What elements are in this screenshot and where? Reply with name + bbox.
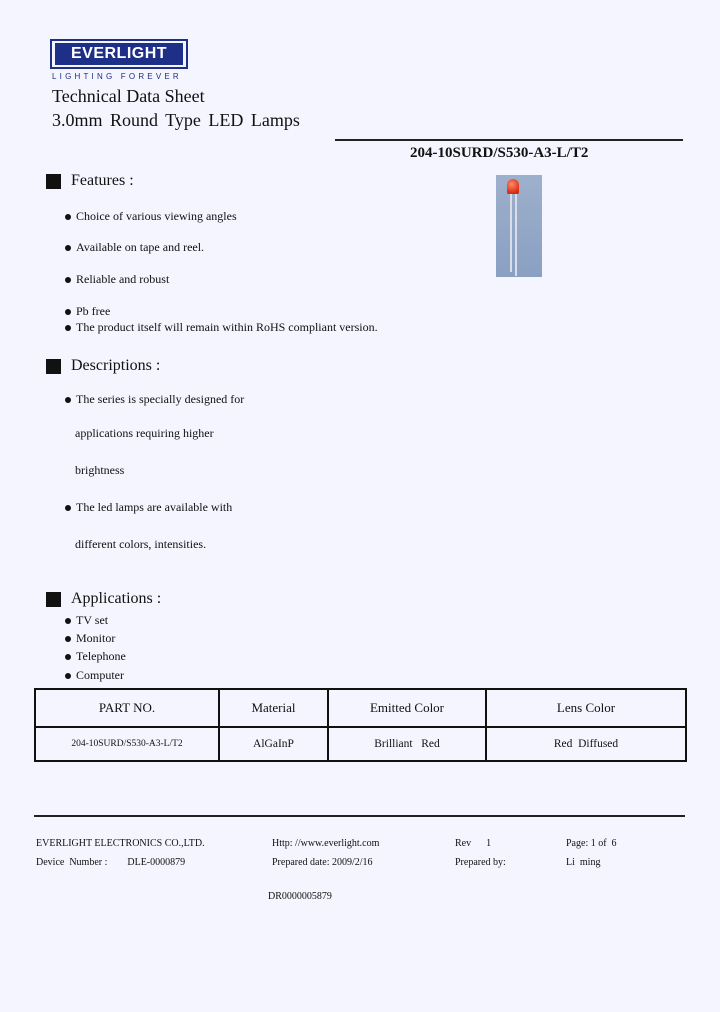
- section-bullet-icon: [46, 174, 61, 189]
- section-bullet-icon: [46, 592, 61, 607]
- brand-tagline: LIGHTING FOREVER: [52, 72, 182, 81]
- application-item: Computer: [65, 668, 124, 683]
- feature-item: Available on tape and reel.: [65, 240, 204, 255]
- table-row: [35, 727, 686, 761]
- applications-heading-label: Applications :: [71, 590, 162, 607]
- footer-divider: [34, 815, 685, 817]
- footer-revision: Rev 1: [455, 838, 492, 849]
- bullet-dot-icon: [65, 505, 71, 511]
- brand-logo: [50, 39, 188, 69]
- led-lead-short: [510, 194, 512, 272]
- bullet-dot-icon: [65, 673, 71, 679]
- table-cell: Brilliant Red: [328, 727, 486, 761]
- descriptions-heading: [46, 357, 160, 375]
- feature-item: Reliable and robust: [65, 272, 169, 287]
- description-line: brightness: [75, 463, 125, 477]
- description-item: The led lamps are available with: [65, 500, 232, 515]
- led-product-photo: [496, 175, 542, 277]
- footer-website: Http: //www.everlight.com: [272, 838, 380, 849]
- footer-prepared-date: Prepared date: 2009/2/16: [272, 857, 373, 868]
- descriptions-heading-label: Descriptions :: [71, 357, 161, 374]
- feature-item: The product itself will remain within RoHS compliant version.: [65, 320, 378, 335]
- description-line: applications requiring higher: [75, 426, 214, 440]
- description-line: different colors, intensities.: [75, 537, 207, 551]
- document-title: Technical Data Sheet: [52, 86, 205, 106]
- footer-device-number: Device Number : DLE-0000879: [36, 857, 186, 868]
- applications-heading: [46, 590, 161, 608]
- header-divider: [335, 139, 683, 141]
- footer-company: EVERLIGHT ELECTRONICS CO.,LTD.: [36, 838, 205, 849]
- document-subtitle: 3.0mm Round Type LED Lamps: [52, 110, 300, 130]
- application-item: TV set: [65, 613, 108, 628]
- table-header-cell: PART NO.: [35, 689, 219, 727]
- footer-doc-id: DR0000005879: [268, 891, 332, 902]
- footer-page: Page: 1 of 6: [566, 838, 617, 849]
- bullet-dot-icon: [65, 214, 71, 220]
- brand-name: EVERLIGHT: [55, 43, 183, 65]
- application-item: Monitor: [65, 631, 115, 646]
- bullet-dot-icon: [65, 397, 71, 403]
- led-lens: [507, 179, 519, 194]
- features-heading-label: Features :: [71, 172, 134, 189]
- feature-item: Pb free: [65, 304, 110, 319]
- application-item: Telephone: [65, 649, 126, 664]
- table-cell: 204-10SURD/S530-A3-L/T2: [35, 727, 219, 761]
- bullet-dot-icon: [65, 636, 71, 642]
- table-header-cell: Material: [219, 689, 328, 727]
- bullet-dot-icon: [65, 325, 71, 331]
- table-header-cell: Lens Color: [486, 689, 686, 727]
- table-header-row: [35, 689, 686, 727]
- section-bullet-icon: [46, 359, 61, 374]
- features-heading: [46, 172, 134, 190]
- part-number-title: 204-10SURD/S530-A3-L/T2: [410, 145, 589, 161]
- table-header-cell: Emitted Color: [328, 689, 486, 727]
- bullet-dot-icon: [65, 245, 71, 251]
- footer-prepared-by-label: Prepared by:: [455, 857, 506, 868]
- feature-item: Choice of various viewing angles: [65, 209, 237, 224]
- bullet-dot-icon: [65, 654, 71, 660]
- table-cell: Red Diffused: [486, 727, 686, 761]
- bullet-dot-icon: [65, 618, 71, 624]
- table-cell: AlGaInP: [219, 727, 328, 761]
- bullet-dot-icon: [65, 309, 71, 315]
- footer-prepared-by: Li ming: [566, 857, 601, 868]
- description-item: The series is specially designed for: [65, 392, 244, 407]
- spec-table: [34, 688, 687, 762]
- led-lead-long: [515, 194, 517, 276]
- bullet-dot-icon: [65, 277, 71, 283]
